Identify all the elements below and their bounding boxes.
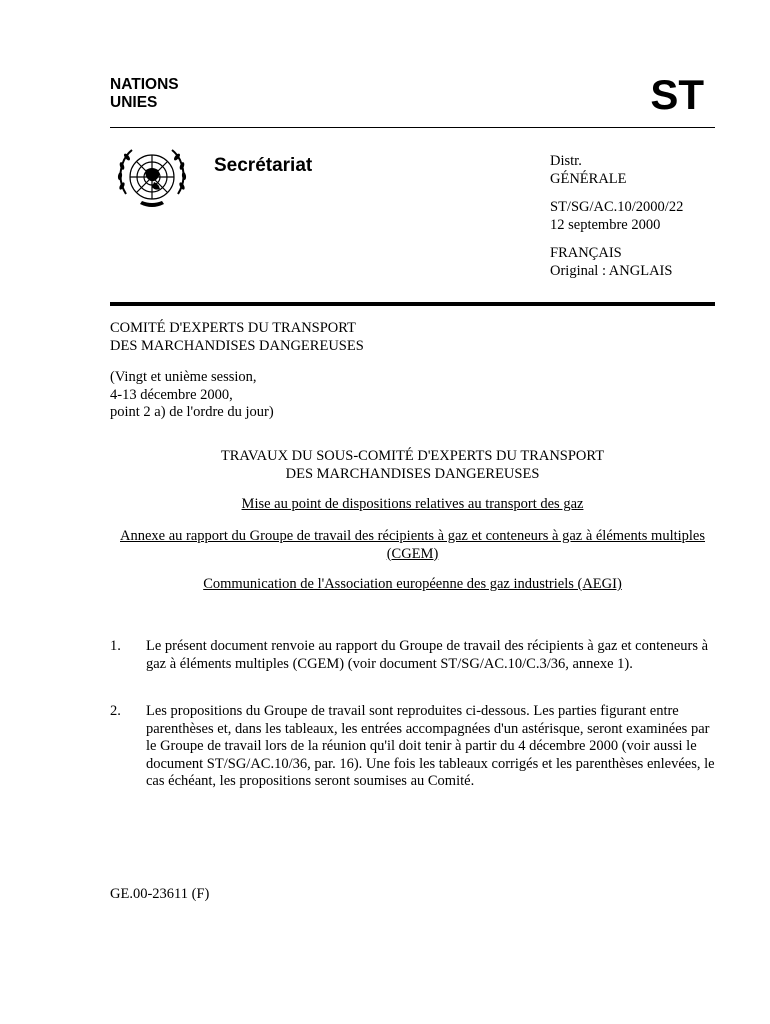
distribution-block	[550, 153, 683, 280]
committee-line-2: DES MARCHANDISES DANGEREUSES	[110, 337, 364, 354]
subtitle-1	[110, 496, 715, 514]
session-line-2: 4-13 décembre 2000,	[110, 386, 233, 403]
session-info	[110, 369, 274, 422]
un-emblem-icon	[110, 144, 194, 212]
paragraph-number: 1.	[110, 638, 121, 654]
paragraph-text: Le présent document renvoie au rapport du Groupe de travail des récipients à gaz et conteneurs à gaz à éléments multiples (CGEM) (voir document ST/SG/AC.10/C.3/36, annexe 1).	[146, 638, 709, 672]
session-line-3: point 2 a) de l'ordre du jour)	[110, 404, 274, 420]
subtitle-2-text: Annexe au rapport du Groupe de travail des récipients à gaz et conteneurs à gaz à éléments multiples (CGEM)	[120, 528, 706, 562]
org-line-1: NATIONS	[110, 76, 179, 93]
title-line-1: TRAVAUX DU SOUS-COMITÉ D'EXPERTS DU TRANSPORT	[220, 448, 605, 464]
title-line-2: DES MARCHANDISES DANGEREUSES	[285, 465, 540, 482]
subtitle-3	[110, 576, 715, 594]
subtitle-1-text: Mise au point de dispositions relatives au transport des gaz	[241, 496, 584, 512]
header-thick-divider	[110, 302, 715, 306]
paragraph-text: Les propositions du Groupe de travail sont reproduites ci-dessous. Les parties figurant entre parenthèses et, dans les tableaux, les entrées accompagnées d'un astérisque, seront examinées par le Groupe de travail lors de la réunion qu'il doit tenir à partir du 4 décembre 2000 (voir aussi le document ST/SG/AC.10/36, par. 16). Une fois les tableaux corrigés et les parenthèses enlevées, le cas échéant, les propositions seront soumises au Comité.	[146, 703, 715, 789]
document-language: FRANÇAIS	[550, 245, 622, 261]
subtitle-2	[120, 528, 705, 563]
secretariat-label: Secrétariat	[214, 155, 313, 176]
paragraph-number: 2.	[110, 703, 121, 719]
header-divider	[110, 127, 715, 128]
distribution-level: GÉNÉRALE	[550, 170, 627, 187]
distr-label: Distr.	[550, 153, 582, 169]
organization-name	[110, 76, 179, 112]
document-series-symbol: ST	[650, 71, 704, 118]
document-symbol: ST/SG/AC.10/2000/22	[550, 199, 684, 215]
original-language: Original : ANGLAIS	[550, 262, 673, 279]
committee-line-1: COMITÉ D'EXPERTS DU TRANSPORT	[110, 320, 356, 336]
job-number: GE.00-23611 (F)	[110, 886, 210, 902]
document-title	[110, 448, 715, 483]
session-line-1: (Vingt et unième session,	[110, 369, 257, 385]
org-line-2: UNIES	[110, 94, 158, 111]
committee-name	[110, 320, 364, 355]
document-date: 12 septembre 2000	[550, 216, 661, 233]
subtitle-3-text: Communication de l'Association européenne des gaz industriels (AEGI)	[203, 576, 622, 592]
